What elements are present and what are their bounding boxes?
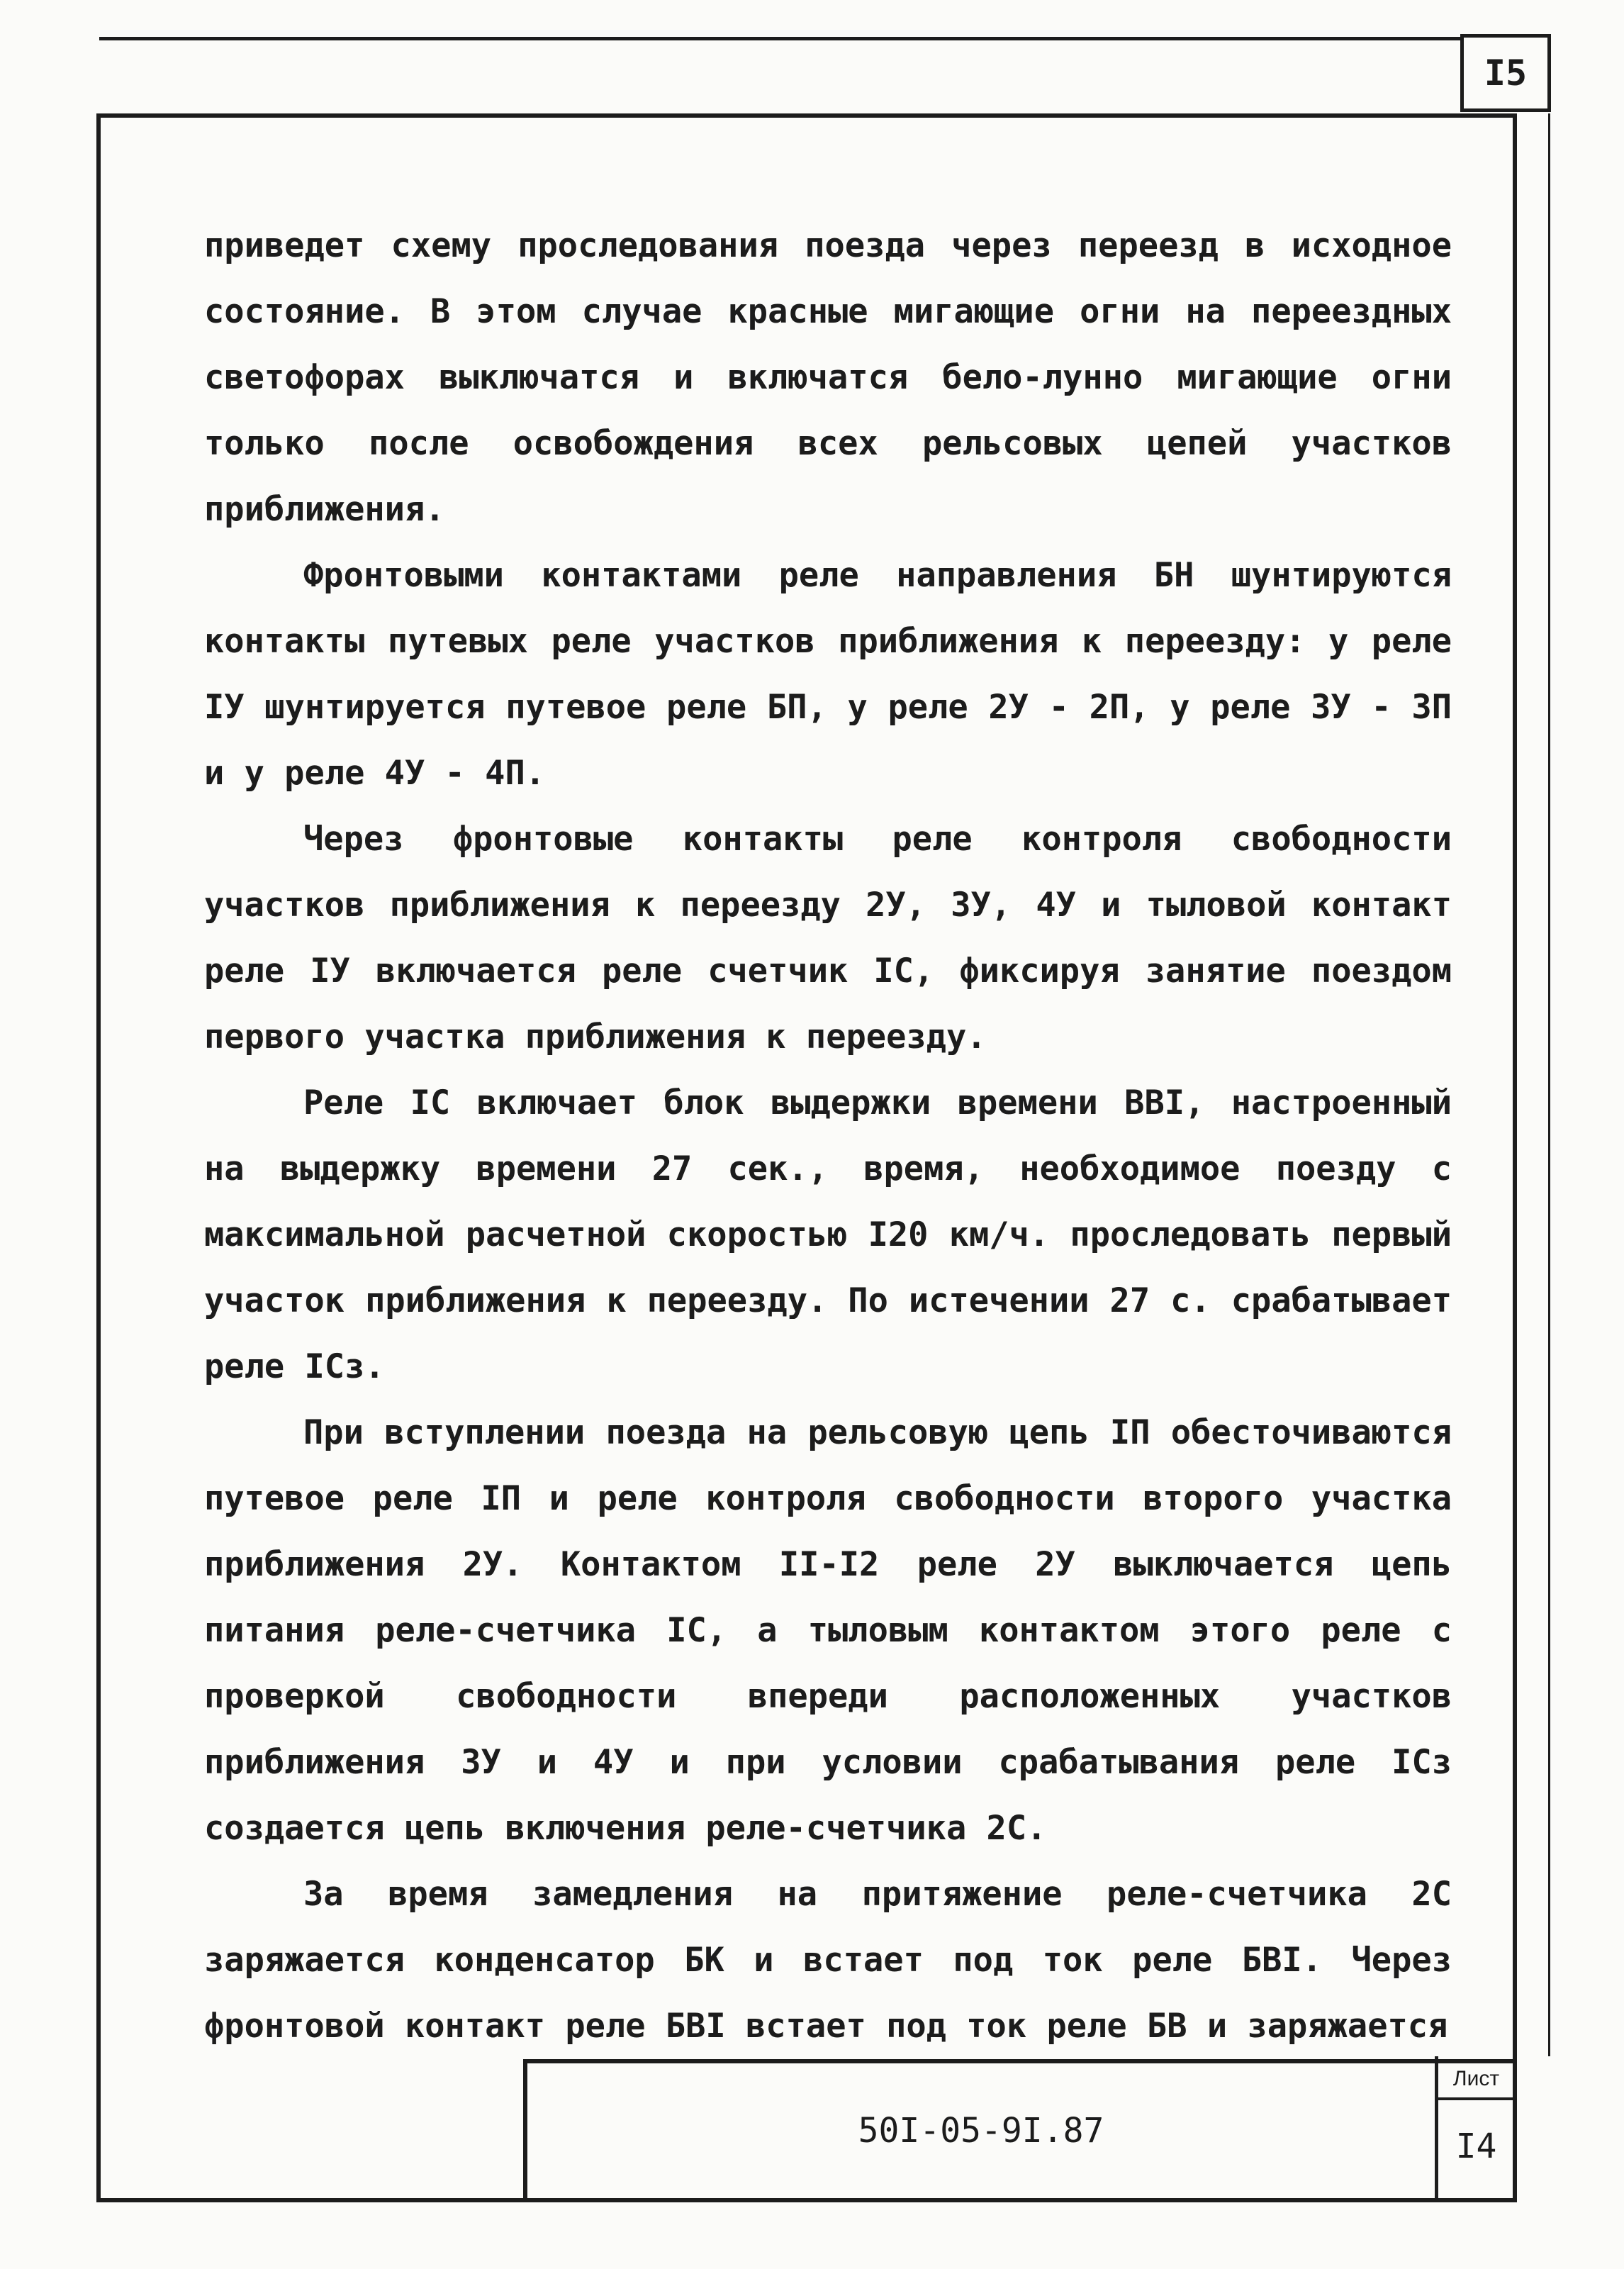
sheet-label: Лист: [1438, 2061, 1514, 2100]
document-body: [204, 213, 1452, 2059]
sheet-number: I4: [1455, 2126, 1497, 2166]
frame-edge-line: [1548, 113, 1550, 2056]
paragraph: приведет схему проследования поезда через переезд в исходное состояние. В этом случае красные мигающие огни на переездных светофорах выключатся и включатся бело-лунно мигающие огни только после освобождения всех рельсовых цепей участков приближения.: [204, 226, 1452, 529]
paragraph: Реле IС включает блок выдержки времени ВВI, настроенный на выдержку времени 27 сек., время, необходимое поезду с максимальной расчетной скоростью I20 км/ч. проследовать первый участок приближения к переезду. По истечении 27 с. срабатывает реле IСз.: [204, 1083, 1452, 1386]
paragraph: При вступлении поезда на рельсовую цепь IП обесточиваются путевое реле IП и реле контроля свободности второго участка приближения 2У. Контактом II-I2 реле 2У выключается цепь питания реле-счетчика IС, а тыловым контактом этого реле с проверкой свободности впереди расположенных участков приближения 3У и 4У и при условии срабатывания реле IСз создается цепь включения реле-счетчика 2С.: [204, 1413, 1452, 1848]
page-number: I5: [1484, 52, 1528, 94]
title-block-stamp: [523, 2059, 1514, 2198]
paragraph: За время замедления на притяжение реле-счетчика 2С заряжается конденсатор БК и встает под ток реле БВI. Через фронтовой контакт реле БВI встает под ток реле БВ и заряжается: [204, 1875, 1452, 2046]
sheet-cell: [1435, 2056, 1514, 2198]
document-code: 50I-05-9I.87: [858, 2111, 1104, 2151]
page-number-box: [1460, 34, 1551, 112]
paragraph: Через фронтовые контакты реле контроля свободности участков приближения к переезду 2У, 3У, 4У и тыловой контакт реле IУ включается реле счетчик IС, фиксируя занятие поездом первого участка приближения к переезду.: [204, 820, 1452, 1057]
paragraph: Фронтовыми контактами реле направления БН шунтируются контакты путевых реле участков приближения к переезду: у реле IУ шунтируется путевое реле БП, у реле 2У - 2П, у реле 3У - 3П и у реле 4У - 4П.: [204, 556, 1452, 793]
top-border-line: [99, 37, 1460, 40]
